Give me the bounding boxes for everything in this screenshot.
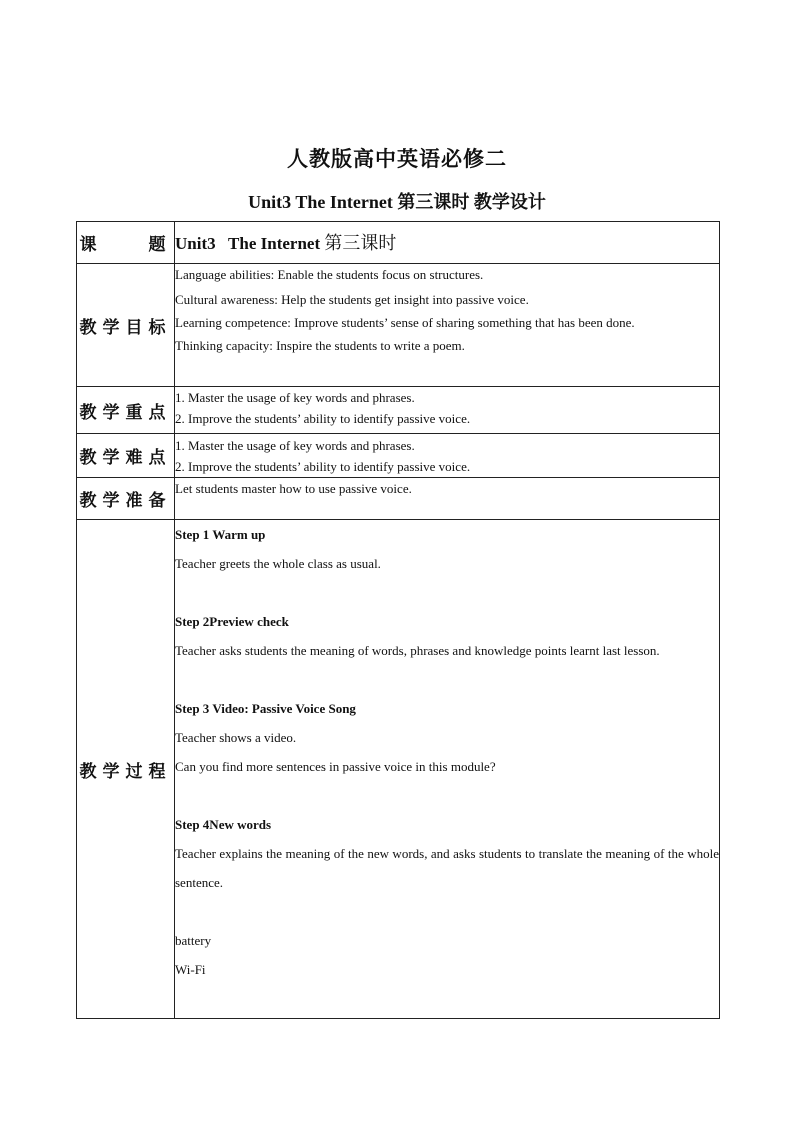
difficult-point-2: 2. Improve the students’ ability to identify passive voice.: [175, 459, 471, 474]
step1-title: Step 1 Warm up: [175, 527, 266, 542]
difficult-point-1: 1. Master the usage of key words and phrases.: [175, 438, 415, 453]
step3-text-1: Teacher shows a video.: [175, 730, 297, 745]
row-goals: [77, 264, 720, 387]
goals-cell: [175, 264, 720, 387]
difficult-points-cell: [175, 434, 720, 478]
key-point-2: 2. Improve the students’ ability to identify passive voice.: [175, 411, 471, 426]
row-preparation: [77, 478, 720, 520]
goal-learning: Learning competence: Improve students’ sense of sharing something that has been done.: [175, 315, 635, 330]
word-item: Wi-Fi: [175, 962, 206, 977]
key-points-cell: [175, 387, 720, 434]
label-topic: 课 题: [77, 222, 175, 264]
step2-title: Step 2Preview check: [175, 614, 289, 629]
topic-cell: [175, 222, 720, 264]
lesson-plan-table: [76, 221, 720, 1019]
row-process: [77, 520, 720, 1019]
goal-thinking: Thinking capacity: Inspire the students to write a poem.: [175, 338, 465, 353]
topic-value-en: Unit3 The Internet: [175, 233, 325, 253]
label-difficult-points: 教学难点: [77, 434, 175, 478]
topic-value-cn: 第三课时: [324, 232, 397, 253]
step2-text: Teacher asks students the meaning of words, phrases and knowledge points learnt last lesson.: [175, 643, 660, 658]
document-subtitle: Unit3 The Internet 第三课时 教学设计: [248, 192, 546, 212]
goal-language: Language abilities: Enable the students focus on structures.: [175, 267, 484, 282]
key-point-1: 1. Master the usage of key words and phrases.: [175, 390, 415, 405]
row-difficult-points: [77, 434, 720, 478]
label-goals: 教学目标: [77, 264, 175, 387]
step1-text: Teacher greets the whole class as usual.: [175, 556, 381, 571]
row-topic: [77, 222, 720, 264]
document-title: 人教版高中英语必修二: [287, 147, 507, 171]
step3-text-2: Can you find more sentences in passive voice in this module?: [175, 759, 496, 774]
label-preparation: 教学准备: [77, 478, 175, 520]
label-key-points: 教学重点: [77, 387, 175, 434]
label-process: 教学过程: [77, 520, 175, 1019]
topic-value: [175, 234, 719, 252]
process-cell: [175, 520, 720, 1019]
word-item: battery: [175, 933, 212, 948]
step4-text: Teacher explains the meaning of the new words, and asks students to translate the meaning of the whole sentence.: [175, 846, 719, 890]
step4-title: Step 4New words: [175, 817, 272, 832]
step3-title: Step 3 Video: Passive Voice Song: [175, 701, 356, 716]
row-key-points: [77, 387, 720, 434]
preparation-cell: [175, 478, 720, 520]
preparation-value: Let students master how to use passive voice.: [175, 481, 412, 496]
goal-cultural: Cultural awareness: Help the students get insight into passive voice.: [175, 292, 529, 307]
